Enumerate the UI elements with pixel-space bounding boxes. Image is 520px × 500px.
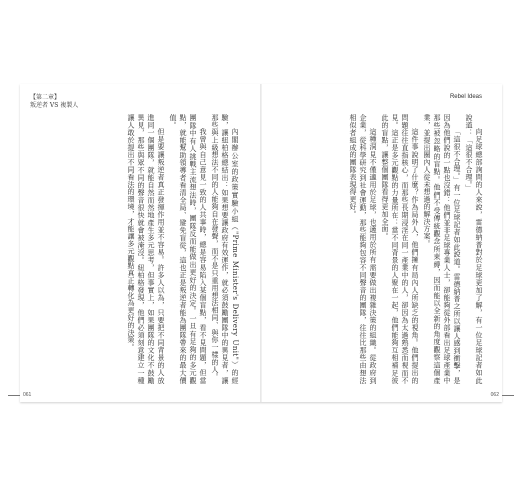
paragraph: 內閣辦公室的政策實驗小組（"Prime Minister's Delivery Unit"）的經驗，讓紐柏格總結出：如果想要讓政府有效運作，就必須鼓勵團隊中的異見者，讓那些與上級想法不同的人能夠自在發聲，而不是只重用想法相同、與你一樣的人。 [211,114,239,384]
page-number-label: 061 [23,392,32,398]
paragraph: 「這很不合理。」有一位足球記者如此說道。雷德納普之所以讓人感到衝擊，是因為他們說的一點也沒錯：他們並非足球專業人士，卻能夠從外部看出足球產業中那些被忽略的盲點。他們不受傳統觀念所束縛，因而能以全新的角度觀察這個產業，並提出圈內人從未想過的解決方案。 [423,114,461,384]
paragraph: 我曾與自己意見一致的人共事時，總是容易陷入某個盲點，看不見問題，但當團隊中有人挑戰主流想法時，團隊反而能做出更好的決定。一旦有足夠的多元觀點，就能幫助領導者看清全局、避免盲從，這也正是叛逆者能為團隊帶來的最大價值。 [169,114,207,384]
paragraph: 這種洞見不僅適用於足球，也適用於所有需要做出複雜決策的組織。從政府到企業，從科學研究到社會運動，那些能夠包容不同聲音的團隊，往往比那些由想法相似者組成的團隊表現得更好。 [349,114,377,384]
chapter-heading [30,94,110,110]
paragraph: 但是要讓叛逆者真正發揮作用並不容易。許多人以為，只要把不同背景的人放進同一個團隊，就能自然而然地產生多元思考，但事實上，如果團隊的文化不鼓勵異見，那些與眾不同的聲音很快就會被淹沒。紐柏格發現，他們必須刻意建立一種讓人敢於提出不同看法的環境，才能讓多元觀點真正轉化為更好的決策。 [127,114,165,384]
right-page [262,84,502,402]
chapter-label: 【第二章】 [30,94,61,101]
book-spread [20,84,502,402]
left-page [20,84,260,402]
page-number-rule [8,395,20,396]
left-page-number [8,392,31,398]
right-page-number [491,392,514,398]
chapter-title: 叛逆者 VS 複製人 [30,102,79,109]
page-number-label: 062 [490,392,499,398]
page-number-rule [502,395,514,396]
paragraph: 向足球總部詢問的人來說，雷德納普對於足球更加了解，有一位足球記者如此說道：「這很不合理。」 [465,114,483,384]
right-body-text [270,114,484,384]
running-head: Rebel Ideas [449,94,482,100]
left-body-text [40,114,240,384]
paragraph: 這件事說明了什麼？作為局外人，他們擁有局內人所缺乏的視角。他們提出的問題往往直指核心，而那些長期浸淫在同一產業中的人，卻因為太過熟悉而視而不見。這正是多元觀點的力量所在：當不同背景的人聚在一起，他們能夠互相補足彼此的盲點，讓整個團隊看得更加全面。 [381,114,419,384]
